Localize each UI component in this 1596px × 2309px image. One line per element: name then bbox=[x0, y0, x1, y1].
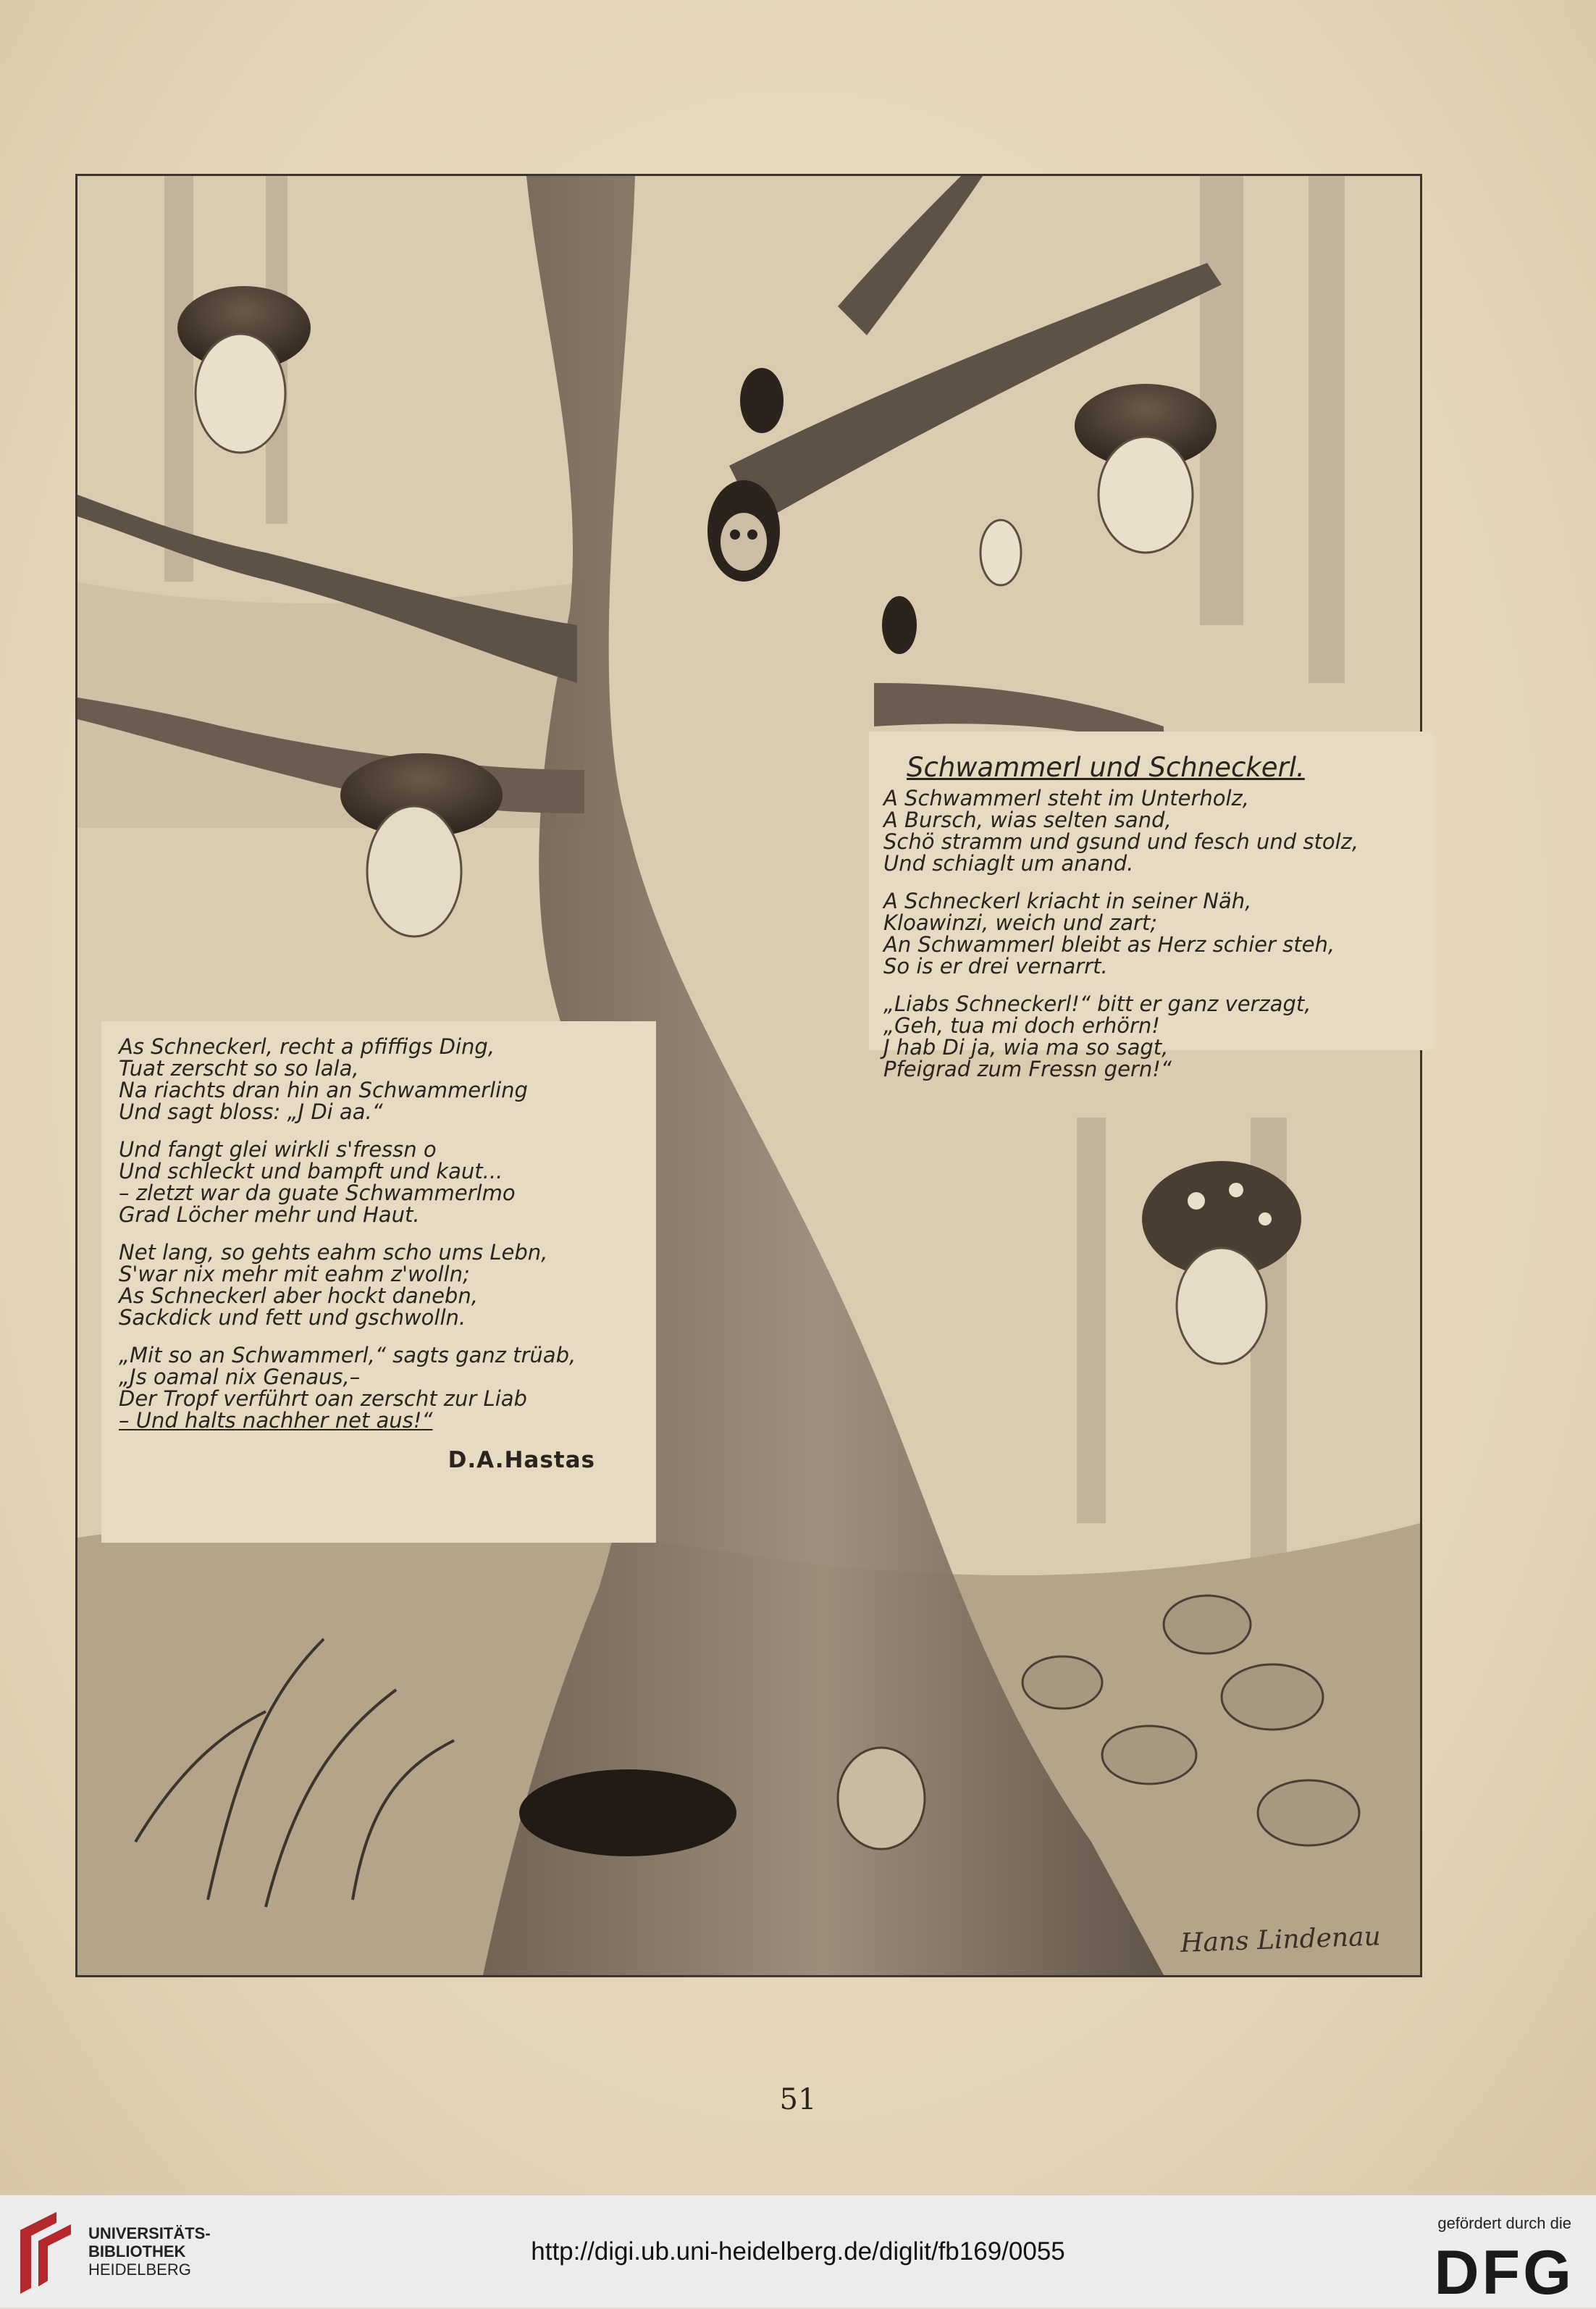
poem-line: „Js oamal nix Genaus,– bbox=[119, 1365, 361, 1389]
institution-line: HEIDELBERG bbox=[88, 2260, 191, 2279]
stanza bbox=[119, 1241, 639, 1328]
page-number: 51 bbox=[779, 2083, 817, 2116]
poem-continuation bbox=[101, 1021, 656, 1543]
poem-line: Tuat zerscht so so lala, bbox=[119, 1056, 359, 1081]
poem-line: Sackdick und fett und gschwolln. bbox=[119, 1305, 466, 1330]
poem-line: Pfeigrad zum Fressn gern!“ bbox=[883, 1057, 1172, 1081]
poem-line: – zletzt war da guate Schwammerlmo bbox=[119, 1181, 516, 1205]
poem-line: „Geh, tua mi doch erhörn! bbox=[883, 1013, 1160, 1038]
poem-line: J hab Di ja, wia ma so sagt, bbox=[883, 1035, 1169, 1060]
poem-line: Und sagt bloss: „J Di aa.“ bbox=[119, 1099, 383, 1124]
poem-line: A Schwammerl steht im Unterholz, bbox=[883, 786, 1249, 810]
artist-signature: Hans Lindenau bbox=[1180, 1922, 1382, 1958]
poem-line: Grad Löcher mehr und Haut. bbox=[119, 1202, 420, 1227]
poem-line: Na riachts dran hin an Schwammerling bbox=[119, 1078, 528, 1102]
poem-line: Und schleckt und bampft und kaut... bbox=[119, 1159, 503, 1183]
institution-line: UNIVERSITÄTS- bbox=[88, 2224, 211, 2242]
poem-line: Und fangt glei wirkli s'fressn o bbox=[119, 1137, 437, 1162]
poem-line: „Liabs Schneckerl!“ bitt er ganz verzagt, bbox=[883, 992, 1311, 1016]
stanza bbox=[119, 1139, 639, 1225]
poem-line: Der Tropf verführt oan zerscht zur Liab bbox=[119, 1386, 527, 1411]
poem-line: – Und halts nachher net aus!“ bbox=[119, 1408, 433, 1433]
poem-author: D.A.Hastas bbox=[448, 1447, 595, 1473]
poem-line: Und schiaglt um anand. bbox=[883, 851, 1134, 876]
poem-title: Schwammerl und Schneckerl. bbox=[907, 752, 1305, 783]
poem-line: S'war nix mehr mit eahm z'wolln; bbox=[119, 1262, 470, 1286]
poem-line: A Bursch, wias selten sand, bbox=[883, 808, 1172, 832]
funded-by-label: gefördert durch die bbox=[1437, 2214, 1571, 2232]
poem-line: A Schneckerl kriacht in seiner Näh, bbox=[883, 889, 1252, 913]
poem-line: Kloawinzi, weich und zart; bbox=[883, 910, 1158, 935]
poem-line: „Mit so an Schwammerl,“ sagts ganz trüab, bbox=[119, 1343, 576, 1367]
permalink-url[interactable]: http://digi.ub.uni-heidelberg.de/diglit/fb169/0055 bbox=[531, 2237, 1065, 2266]
poem-line: An Schwammerl bleibt as Herz schier steh, bbox=[883, 932, 1335, 957]
stanza bbox=[883, 993, 1419, 1080]
stanza bbox=[119, 1036, 639, 1123]
poem-line: Net lang, so gehts eahm scho ums Lebn, bbox=[119, 1240, 548, 1265]
stanza bbox=[883, 890, 1419, 977]
stanza bbox=[883, 787, 1419, 874]
digitization-footer bbox=[0, 2195, 1596, 2308]
poem-line: As Schneckerl, recht a pfiffigs Ding, bbox=[119, 1034, 495, 1059]
dfg-logo: DFG bbox=[1434, 2238, 1574, 2308]
stanza bbox=[119, 1344, 639, 1431]
poem-line: As Schneckerl aber hockt danebn, bbox=[119, 1283, 478, 1308]
poem-line: Schö stramm und gsund und fesch und stolz, bbox=[883, 829, 1359, 854]
poem-line: So is er drei vernarrt. bbox=[883, 954, 1108, 979]
institution-line: BIBLIOTHEK bbox=[88, 2242, 186, 2260]
poem-schwammerl-und-schneckerl bbox=[869, 732, 1434, 1081]
